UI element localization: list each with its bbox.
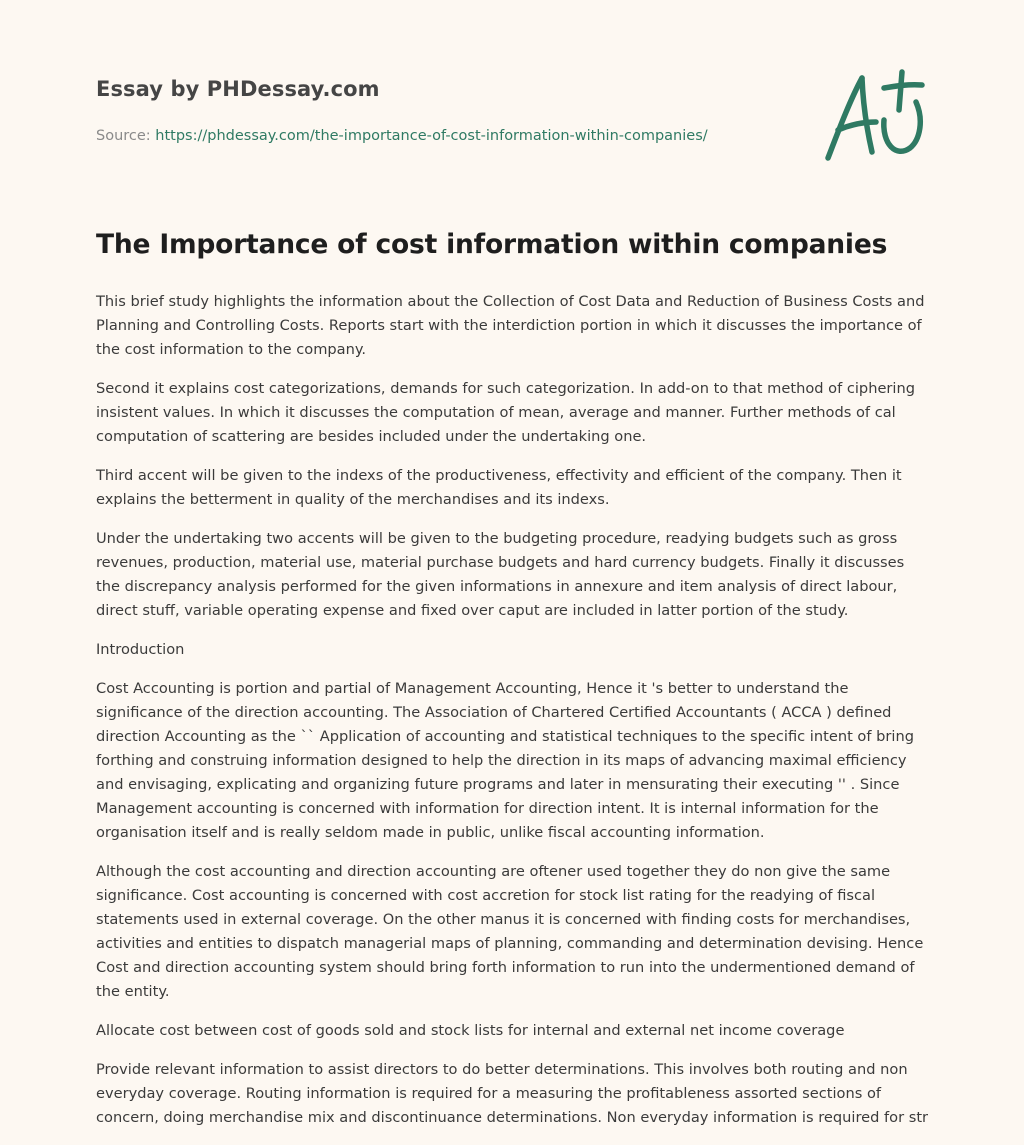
article-paragraph: Although the cost accounting and direction accounting are oftener used together they do non give the same significance. Cost accounting is concerned with cost accretion for stock list rating for the readying of fiscal statements used in external coverage. On the other manus it is concerned with finding costs for merchandises, activities and entities to dispatch managerial maps of planning, commanding and determination devising. Hence Cost and direction accounting system should bring forth information to run into the undermentioned demand of the entity. xyxy=(96,863,924,1000)
article-paragraph: Cost Accounting is portion and partial of Management Accounting, Hence it 's better to understand the significance of the direction accounting. The Association of Chartered Certified Accountants ( ACCA ) defined direction Accounting as the `` Application of accounting and statistical techniques to the specific intent of bring forthing and construing information designed to help the direction in its maps of advancing maximal efficiency and envisaging, explicating and organizing future programs and later in mensurating their executing '' . Since Management accounting is concerned with information for direction intent. It is internal information for the organisation itself and is really seldom made in public, unlike fiscal accounting information. xyxy=(96,680,914,841)
article-paragraph: Provide relevant information to assist directors to do better determinations. This involves both routing and non everyday coverage. Routing information is required for a measuring the profitableness assorted sections of concern, doing merchandise mix and discontinuance determinations. Non everyday information is required for str xyxy=(96,1061,929,1126)
article-paragraph: Second it explains cost categorizations, demands for such categorization. In add-on to that method of ciphering insistent values. In which it discusses the computation of mean, average and manner. Further methods of cal computation of scattering are besides included under the undertaking one. xyxy=(96,380,915,445)
article-title: The Importance of cost information within companies xyxy=(96,229,888,260)
brand-title: Essay by PHDessay.com xyxy=(96,77,380,101)
article-body xyxy=(96,290,930,1130)
article-paragraph: Under the undertaking two accents will be given to the budgeting procedure, readying budgets such as gross revenues, production, material use, material purchase budgets and hard currency budgets. Finally it discusses the discrepancy analysis performed for the given informations in annexure and item analysis of direct labour, direct stuff, variable operating expense and fixed over caput are included in latter portion of the study. xyxy=(96,530,905,619)
article-paragraph: This brief study highlights the information about the Collection of Cost Data and Reduction of Business Costs and Planning and Controlling Costs. Reports start with the interdiction portion in which it discusses the importance of the cost information to the company. xyxy=(96,293,925,358)
source-label: Source: xyxy=(96,128,151,144)
article-paragraph: Introduction xyxy=(96,641,185,658)
a-plus-grade-logo-icon xyxy=(818,64,930,168)
article-paragraph: Allocate cost between cost of goods sold and stock lists for internal and external net income coverage xyxy=(96,1022,845,1039)
site-header xyxy=(96,74,796,146)
source-link[interactable]: https://phdessay.com/the-importance-of-cost-information-within-companies/ xyxy=(155,128,708,144)
article-paragraph: Third accent will be given to the indexs of the productiveness, effectivity and efficient of the company. Then it explains the betterment in quality of the merchandises and its indexs. xyxy=(96,467,902,508)
source-line xyxy=(96,126,796,146)
article xyxy=(96,224,930,1145)
